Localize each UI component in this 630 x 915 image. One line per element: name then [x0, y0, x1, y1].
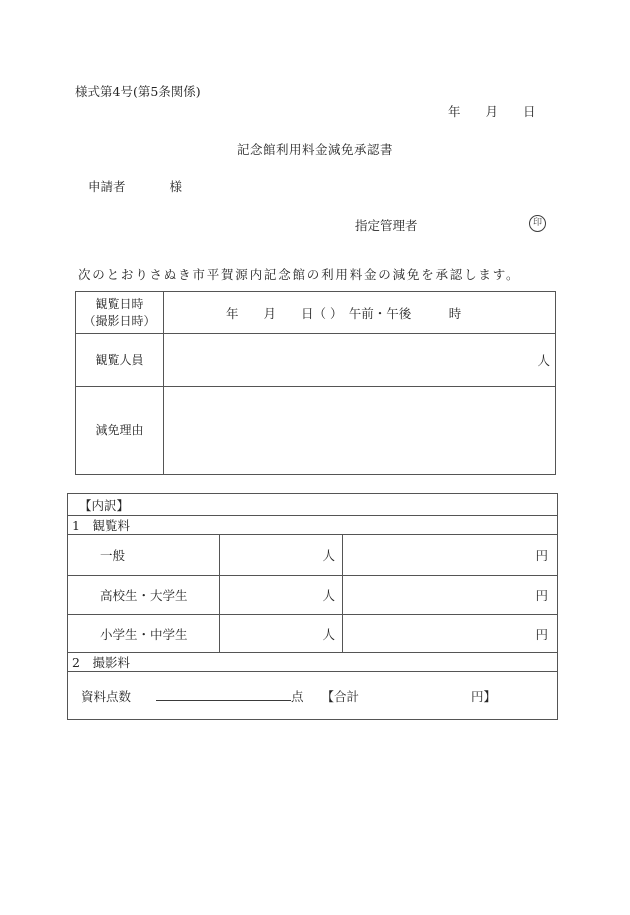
amount-cell-general: 円 — [343, 535, 558, 576]
exemption-reason-label: 減免理由 — [76, 387, 164, 475]
table-row — [68, 535, 558, 576]
visitor-count-label: 観覧人員 — [76, 334, 164, 387]
viewing-datetime-label-line2: （撮影日時） — [83, 313, 156, 328]
viewing-datetime-value-cell: 年 月 日（ ） 午前・午後 時 — [164, 292, 556, 334]
date-line: 年 月 日 — [448, 104, 536, 119]
section-viewing-fee: 1 観覧料 — [68, 516, 558, 535]
approval-details-table — [75, 291, 556, 475]
viewing-datetime-label-line1: 観覧日時 — [95, 296, 144, 311]
materials-count-label: 資料点数 — [81, 688, 132, 704]
count-cell-highschool-university: 人 — [220, 576, 343, 615]
table-row — [68, 494, 558, 516]
table-row — [68, 672, 558, 720]
materials-count-blank — [156, 688, 291, 701]
total-label: 【合計 — [321, 688, 360, 704]
table-row — [68, 516, 558, 535]
seal-mark-icon — [529, 215, 546, 232]
count-cell-general: 人 — [220, 535, 343, 576]
table-row — [76, 387, 556, 475]
total-unit: 円】 — [471, 688, 497, 704]
applicant-label: 申請者 — [88, 179, 126, 194]
page-title: 記念館利用料金減免承認書 — [236, 142, 393, 157]
count-cell-elementary-junior: 人 — [220, 615, 343, 653]
category-elementary-junior: 小学生・中学生 — [68, 615, 220, 653]
materials-count-unit: 点 — [291, 688, 304, 704]
exemption-reason-value-cell — [164, 387, 556, 475]
breakdown-header: 【内訳】 — [68, 494, 558, 516]
table-row — [76, 334, 556, 387]
table-row — [68, 653, 558, 672]
table-row — [68, 576, 558, 615]
breakdown-table — [67, 493, 558, 720]
approval-sentence: 次のとおりさぬき市平賀源内記念館の利用料金の減免を承認します。 — [78, 267, 521, 282]
category-highschool-university: 高校生・大学生 — [68, 576, 220, 615]
seal-character: 印 — [532, 218, 542, 228]
table-row — [76, 292, 556, 334]
applicant-line — [88, 177, 182, 195]
category-general: 一般 — [68, 535, 220, 576]
materials-count-row — [68, 672, 558, 720]
visitor-count-value-cell: 人 — [164, 334, 556, 387]
amount-cell-highschool-university: 円 — [343, 576, 558, 615]
applicant-honorific: 様 — [169, 179, 183, 194]
viewing-datetime-label — [76, 292, 164, 334]
form-number: 様式第4号(第5条関係) — [75, 84, 201, 99]
section-photography-fee: 2 撮影料 — [68, 653, 558, 672]
designated-manager-label: 指定管理者 — [355, 218, 418, 233]
table-row — [68, 615, 558, 653]
amount-cell-elementary-junior: 円 — [343, 615, 558, 653]
